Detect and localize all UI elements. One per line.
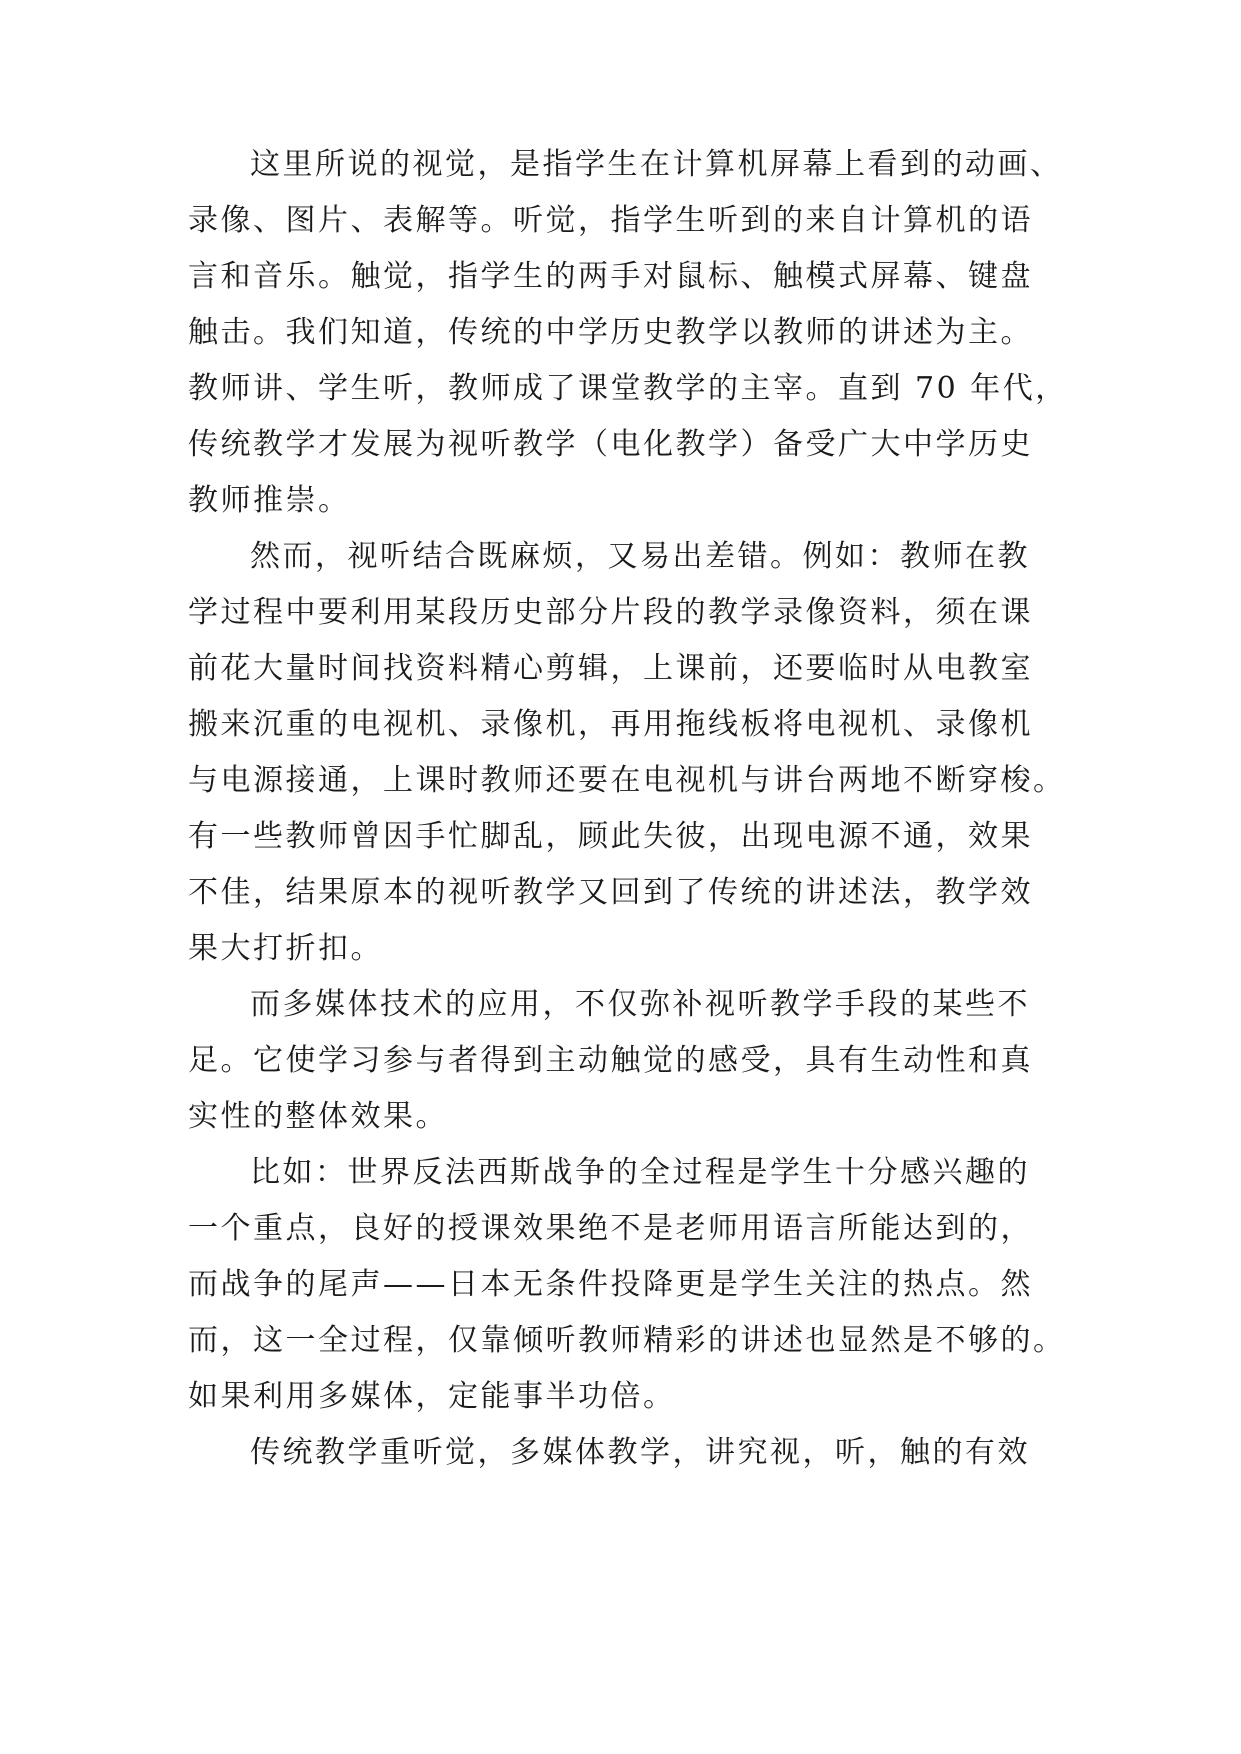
text-line: 言和音乐。触觉，指学生的两手对鼠标、触模式屏幕、键盘 xyxy=(188,259,1033,294)
text-line: 传统教学重听觉，多媒体教学，讲究视，听，触的有效 xyxy=(250,1435,1030,1470)
text-line: 录像、图片、表解等。听觉，指学生听到的来自计算机的语 xyxy=(188,203,1033,238)
text-line: 教师推崇。 xyxy=(188,483,351,518)
text-line: 搬来沉重的电视机、录像机，再用拖线板将电视机、录像机 xyxy=(188,707,1033,742)
text-line: 比如：世界反法西斯战争的全过程是学生十分感兴趣的 xyxy=(250,1155,1030,1190)
text-line: 学过程中要利用某段历史部分片段的教学录像资料，须在课 xyxy=(188,595,1033,630)
text-line: 足。它使学习参与者得到主动触觉的感受，具有生动性和真 xyxy=(188,1043,1033,1078)
text-line: 如果利用多媒体，定能事半功倍。 xyxy=(188,1379,676,1414)
text-line: 一个重点，良好的授课效果绝不是老师用语言所能达到的， xyxy=(188,1211,1033,1246)
text-line: 而，这一全过程，仅靠倾听教师精彩的讲述也显然是不够的。 xyxy=(188,1323,1066,1358)
text-line: 有一些教师曾因手忙脚乱，顾此失彼，出现电源不通，效果 xyxy=(188,819,1033,854)
text-line: 这里所说的视觉，是指学生在计算机屏幕上看到的动画、 xyxy=(250,147,1063,182)
text-line: 教师讲、学生听，教师成了课堂教学的主宰。直到 70 年代， xyxy=(188,371,1068,406)
text-line: 然而，视听结合既麻烦，又易出差错。例如：教师在教 xyxy=(250,539,1030,574)
text-line: 触击。我们知道，传统的中学历史教学以教师的讲述为主。 xyxy=(188,315,1033,350)
text-line: 前花大量时间找资料精心剪辑，上课前，还要临时从电教室 xyxy=(188,651,1033,686)
text-line: 与电源接通，上课时教师还要在电视机与讲台两地不断穿梭。 xyxy=(188,763,1066,798)
text-line: 果大打折扣。 xyxy=(188,931,383,966)
text-line: 传统教学才发展为视听教学（电化教学）备受广大中学历史 xyxy=(188,427,1033,462)
text-line: 实性的整体效果。 xyxy=(188,1099,448,1134)
text-line: 而多媒体技术的应用，不仅弥补视听教学手段的某些不 xyxy=(250,987,1030,1022)
text-line: 而战争的尾声——日本无条件投降更是学生关注的热点。然 xyxy=(188,1267,1033,1302)
text-line: 不佳，结果原本的视听教学又回到了传统的讲述法，教学效 xyxy=(188,875,1033,910)
